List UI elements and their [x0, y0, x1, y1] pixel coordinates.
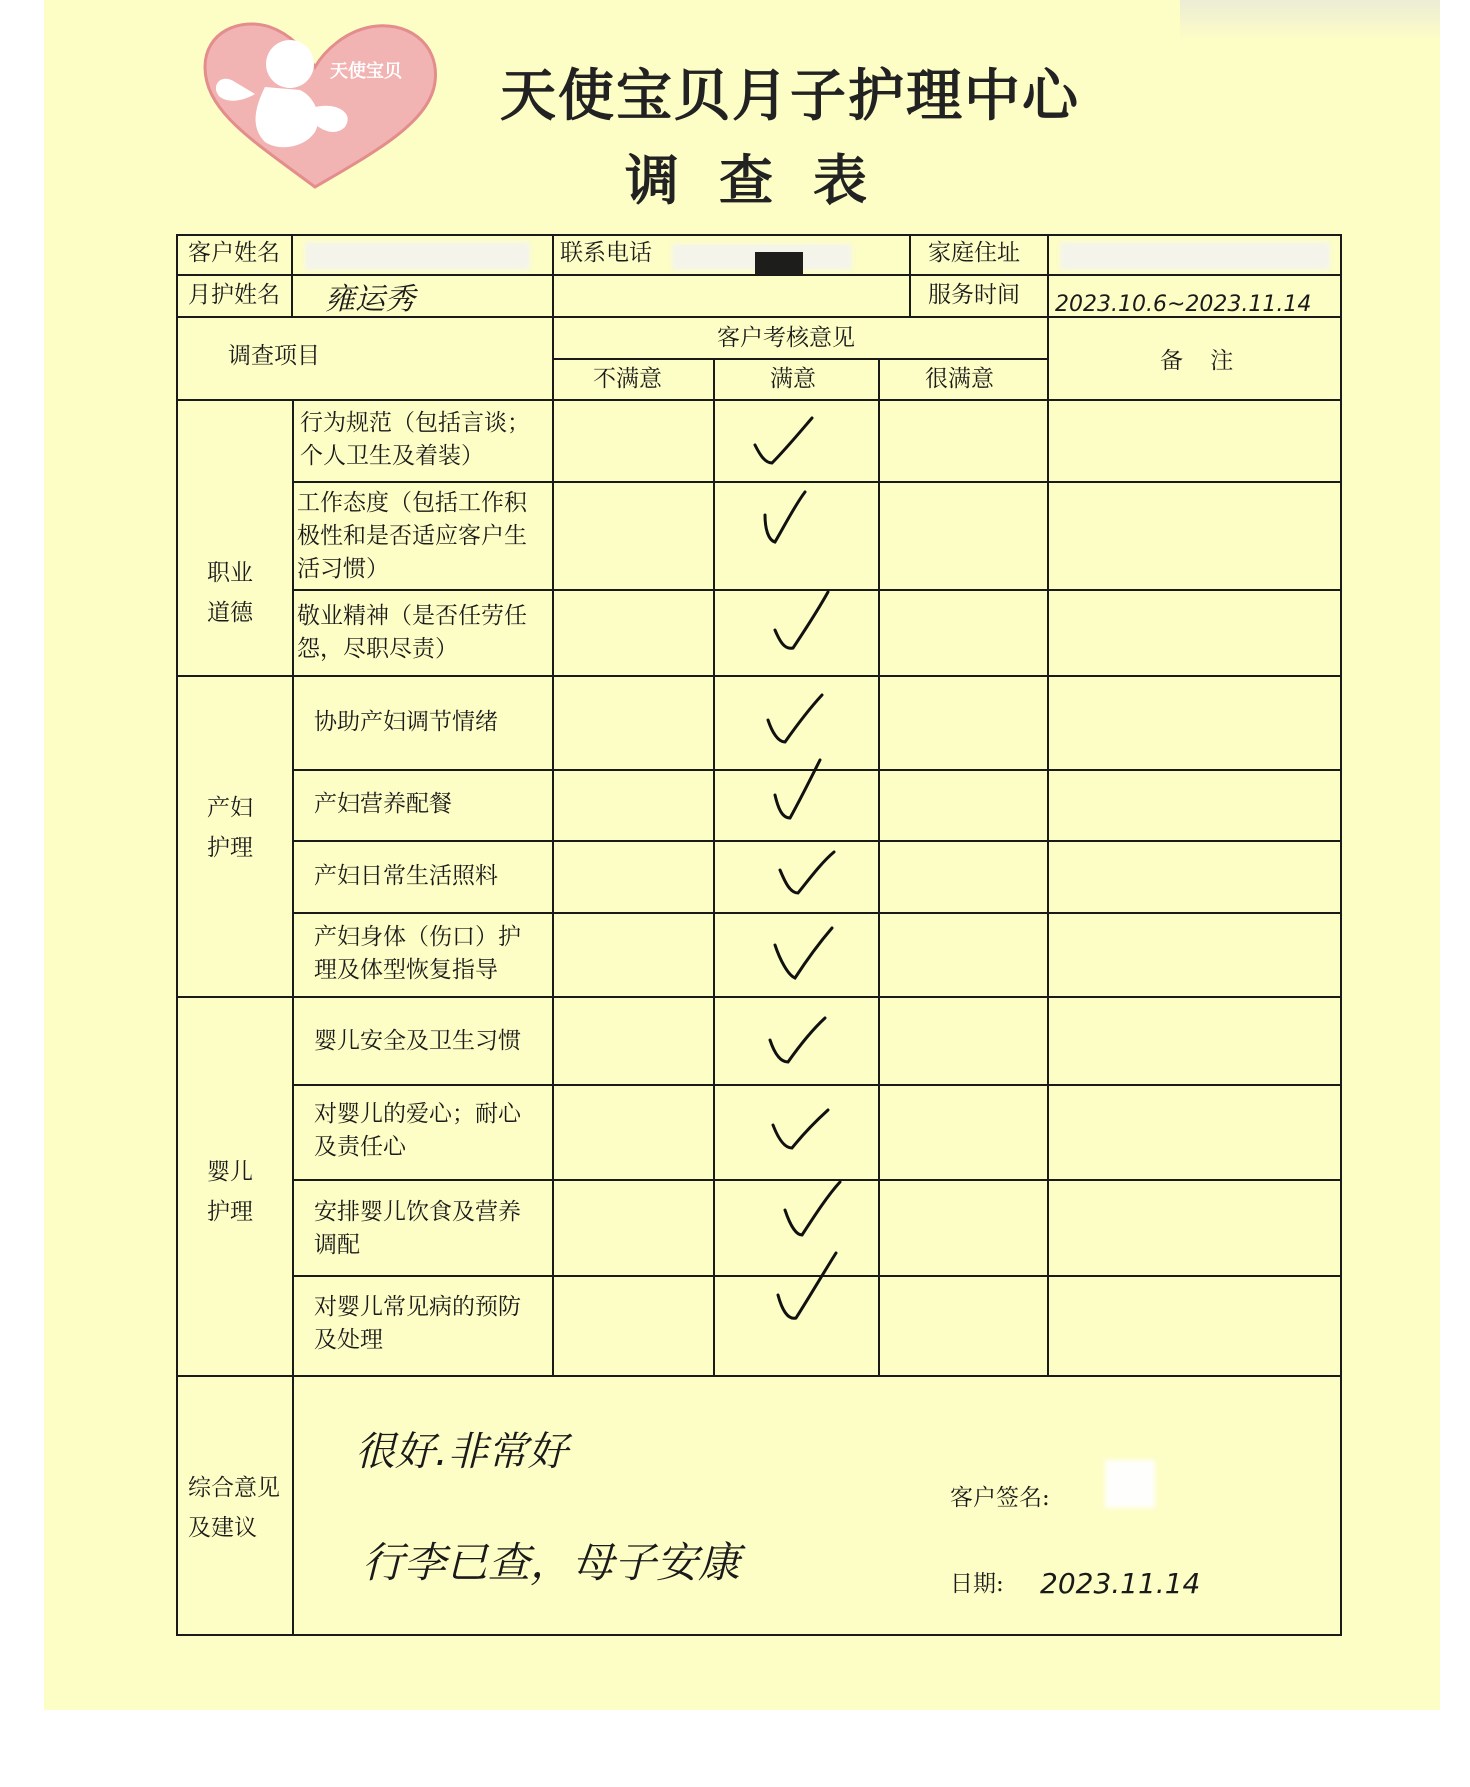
summary-comment-line1: 很好.非常好: [355, 1429, 568, 1475]
check-icon: [778, 1253, 836, 1318]
section-infant-care: 婴儿护理: [207, 1159, 253, 1225]
check-icon: [755, 418, 812, 463]
item-text: 对婴儿的爱心；耐心及责任心: [314, 1101, 521, 1160]
address-label: 家庭住址: [928, 240, 1020, 266]
item-text: 婴儿安全及卫生习惯: [314, 1028, 521, 1054]
section-professional-ethics: 职业道德: [207, 560, 253, 626]
customer-name-label: 客户姓名: [188, 240, 280, 266]
satisfied-header: 满意: [770, 366, 816, 392]
check-icon: [780, 852, 834, 893]
item-text: 产妇日常生活照料: [314, 863, 498, 889]
signature-label: 客户签名:: [950, 1485, 1050, 1511]
item-header: 调查项目: [228, 343, 320, 369]
date-label: 日期:: [950, 1571, 1004, 1597]
section-maternal-care: 产妇护理: [207, 795, 253, 861]
summary-label: 综合意见及建议: [188, 1475, 280, 1541]
check-icon: [770, 1018, 825, 1062]
item-text: 安排婴儿饮食及营养调配: [314, 1199, 521, 1258]
item-text: 工作态度（包括工作积极性和是否适应客户生活习惯）: [297, 490, 527, 582]
opinion-header: 客户考核意见: [717, 325, 855, 351]
nurse-name-label: 月护姓名: [188, 282, 280, 308]
unsatisfied-header: 不满意: [593, 366, 662, 392]
check-icon: [773, 1110, 828, 1148]
item-text: 协助产妇调节情绪: [314, 709, 498, 735]
item-text: 对婴儿常见病的预防及处理: [314, 1294, 521, 1353]
check-icon: [775, 928, 832, 978]
item-text: 产妇身体（伤口）护理及体型恢复指导: [314, 924, 521, 983]
logo-text: 天使宝贝: [330, 61, 402, 82]
center-title: 天使宝贝月子护理中心: [500, 64, 1080, 129]
check-icon: [775, 760, 820, 818]
form-subtitle: 调查表: [625, 149, 907, 212]
phone-label: 联系电话: [560, 240, 652, 266]
remarks-header: 备 注: [1160, 348, 1244, 374]
summary-comment-line2: 行李已查，母子安康: [362, 1538, 741, 1587]
nurse-name-value: 雍运秀: [325, 282, 415, 317]
check-icon: [775, 592, 828, 648]
very-satisfied-header: 很满意: [925, 366, 994, 392]
date-value: 2023.11.14: [1040, 1567, 1201, 1600]
service-time-label: 服务时间: [928, 282, 1020, 308]
service-time-value: 2023.10.6~2023.11.14: [1055, 292, 1312, 317]
check-icon: [765, 492, 805, 542]
item-text: 行为规范（包括言谈；个人卫生及着装）: [300, 410, 530, 469]
item-text: 敬业精神（是否任劳任怨，尽职尽责）: [297, 603, 527, 662]
check-icon: [785, 1182, 840, 1235]
check-icon: [768, 695, 822, 742]
item-text: 产妇营养配餐: [314, 791, 452, 817]
signature-redaction: [1105, 1460, 1155, 1508]
